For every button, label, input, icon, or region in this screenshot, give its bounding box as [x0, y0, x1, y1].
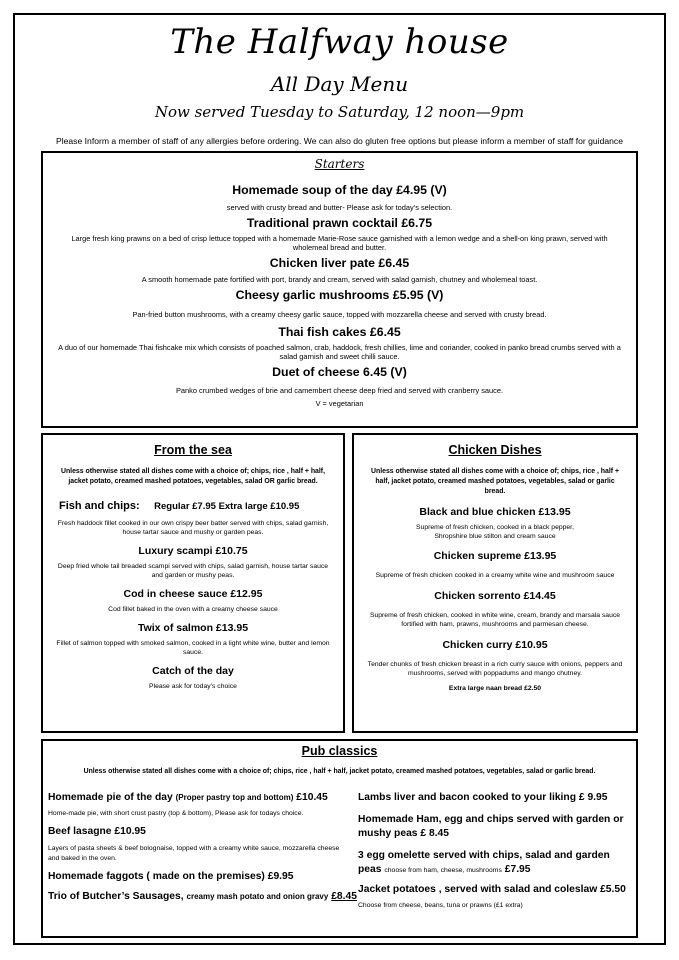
- starters-heading: Starters: [314, 157, 365, 171]
- fish-and-chips-desc: Fresh haddock fillet cooked in our own crispy beer batter served with chips, salad garnish, house tartar sauce and mushy or garden peas.: [57, 520, 329, 536]
- starter-item-name: Traditional prawn cocktail £6.75: [246, 216, 433, 230]
- sausages-note: creamy mash potato and onion gravy: [186, 892, 329, 901]
- menu-subtitle: All Day Menu: [270, 72, 409, 96]
- pie-line: [48, 791, 348, 805]
- sea-item-desc: Cod fillet baked in the oven with a creamy cheese sauce: [108, 606, 278, 613]
- naan-extra: Extra large naan bread £2.50: [448, 685, 542, 692]
- chicken-heading: Chicken Dishes: [448, 443, 542, 457]
- pub-left-column: [48, 791, 357, 904]
- chicken-intro: Unless otherwise stated all dishes come with a choice of; chips, rice , half + half, jacket potato, creamed mashed potatoes, vegetables, salad or garlic bread.: [371, 468, 619, 495]
- jacket-desc: Choose from cheese, beans, tuna or prawns (£1 extra): [358, 902, 523, 909]
- sausages-line: [48, 890, 357, 904]
- fish-and-chips-prices: Regular £7.95 Extra large £10.95: [154, 501, 300, 512]
- sea-intro: Unless otherwise stated all dishes come with a choice of; chips, rice , half + half, jacket potato, creamed mashed potatoes, vegetables, salad OR garlic bread.: [60, 468, 326, 485]
- chicken-item-desc: Tender chunks of fresh chicken breast in a rich curry sauce with onions, peppers and mushrooms, served with poppadums and mango chutney.: [367, 661, 623, 677]
- pub-intro: Unless otherwise stated all dishes come with a choice of; chips, rice , half + half, jacket potato, creamed mashed potatoes, vegetables, salad or garlic bread.: [83, 768, 596, 775]
- starter-item-desc: Pan-fried button mushrooms, with a creamy cheesy garlic sauce, topped with mozzarella cheese and served with crusty bread.: [132, 310, 547, 319]
- starter-item-desc: A duo of our homemade Thai fishcake mix which consists of poached salmon, crab, haddock, fresh chillies, lime and coriander, cooked in panko bread crumbs served with a salad garnish and sweet chilli sauce.: [58, 343, 621, 361]
- pub-right-column: [358, 791, 633, 911]
- starter-item-desc: Panko crumbed wedges of brie and camembert cheese deep fried and served with cranberry sauce.: [175, 386, 503, 395]
- pub-heading: Pub classics: [301, 744, 378, 758]
- chicken-item-desc: Supreme of fresh chicken, cooked in white wine, cream, brandy and marsala sauce fortified with ham, prawns, mushrooms and parmesan cheese.: [369, 612, 621, 628]
- sausages-price: £8.45: [331, 891, 357, 902]
- jacket-name: Jacket potatoes , served with salad and coleslaw £5.50: [358, 884, 626, 895]
- chicken-item-name: Black and blue chicken £13.95: [419, 506, 571, 518]
- sea-item-desc: Fillet of salmon topped with smoked salmon, cooked in a light white wine, butter and lemon sauce.: [56, 640, 330, 656]
- omelette-line: [358, 849, 633, 877]
- starters-section: [41, 151, 638, 428]
- starter-item-desc: A smooth homemade pate fortified with port, brandy and cream, served with salad garnish, chutney and wholemeal toast.: [141, 275, 538, 284]
- serving-hours: Now served Tuesday to Saturday, 12 noon—9pm: [154, 103, 525, 121]
- vegetarian-legend: V = vegetarian: [315, 399, 364, 408]
- sea-item-name: Catch of the day: [152, 665, 234, 677]
- pie-name: Homemade pie of the day: [48, 792, 173, 803]
- pie-price: £10.45: [296, 792, 328, 803]
- starter-item-name: Duet of cheese 6.45 (V): [272, 365, 407, 379]
- pub-classics-section: [41, 739, 638, 938]
- chicken-item-desc: Supreme of fresh chicken, cooked in a black pepper, Shropshire blue stilton and cream sauce: [416, 524, 574, 540]
- chicken-item-name: Chicken curry £10.95: [442, 639, 548, 651]
- sea-item-name: Luxury scampi £10.75: [138, 545, 248, 557]
- pie-note: (Proper pastry top and bottom): [175, 793, 294, 802]
- fish-and-chips-line: [43, 496, 343, 514]
- starter-item-desc: Large fresh king prawns on a bed of crisp lettuce topped with a homemade Marie-Rose sauce garnished with a lemon wedge and a shell-on king prawn, served with wholemeal bread and butter.: [71, 234, 608, 252]
- chicken-item-desc: Supreme of fresh chicken cooked in a creamy white wine and mushroom sauce: [375, 572, 615, 579]
- sea-item-name: Twix of salmon £13.95: [137, 622, 249, 634]
- sea-item-desc: Deep fried whole tail breaded scampi served with chips, salad garnish, house tartar sauce and garden or mushy peas.: [57, 563, 329, 579]
- restaurant-title: The Halfway house: [170, 22, 509, 62]
- from-the-sea-section: [41, 433, 345, 733]
- omelette-name: 3 egg omelette served with chips, salad and garden peas: [358, 850, 610, 875]
- starter-item-desc: served with crusty bread and butter- Please ask for today’s selection.: [226, 203, 453, 212]
- starter-item-name: Cheesy garlic mushrooms £5.95 (V): [235, 288, 444, 302]
- starter-item-name: Chicken liver pate £6.45: [269, 256, 410, 270]
- omelette-price: £7.95: [504, 864, 531, 875]
- liver-name: Lambs liver and bacon cooked to your liking £ 9.95: [358, 792, 608, 803]
- starter-item-name: Thai fish cakes £6.45: [278, 325, 401, 339]
- ham-name: Homemade Ham, egg and chips served with garden or mushy peas £ 8.45: [358, 814, 624, 839]
- omelette-note: choose from ham, cheese, mushrooms: [384, 867, 502, 874]
- chicken-dishes-section: [352, 433, 638, 733]
- lasagne-desc: Layers of pasta sheets & beef bolognaise, topped with a creamy white sauce, mozzarella cheese and baked in the oven.: [48, 845, 340, 862]
- sea-item-desc: Please ask for today’s choice: [149, 683, 237, 690]
- sea-heading: From the sea: [154, 443, 232, 457]
- sausages-name: Trio of Butcher’s Sausages,: [48, 891, 184, 902]
- lasagne-name: Beef lasagne £10.95: [48, 826, 146, 837]
- fish-and-chips-name: Fish and chips:: [59, 500, 140, 512]
- pie-desc: Home-made pie, with short crust pastry (top & bottom), Please ask for todays choice.: [48, 810, 304, 817]
- allergy-notice: Please Inform a member of staff of any allergies before ordering. We can also do gluten free options but please inform a member of staff for guidance: [55, 136, 624, 146]
- faggots-name: Homemade faggots ( made on the premises) £9.95: [48, 871, 294, 882]
- chicken-item-name: Chicken sorrento £14.45: [434, 590, 556, 602]
- chicken-item-name: Chicken supreme £13.95: [433, 550, 557, 562]
- sea-item-name: Cod in cheese sauce £12.95: [123, 588, 263, 600]
- starter-item-name: Homemade soup of the day £4.95 (V): [232, 183, 447, 197]
